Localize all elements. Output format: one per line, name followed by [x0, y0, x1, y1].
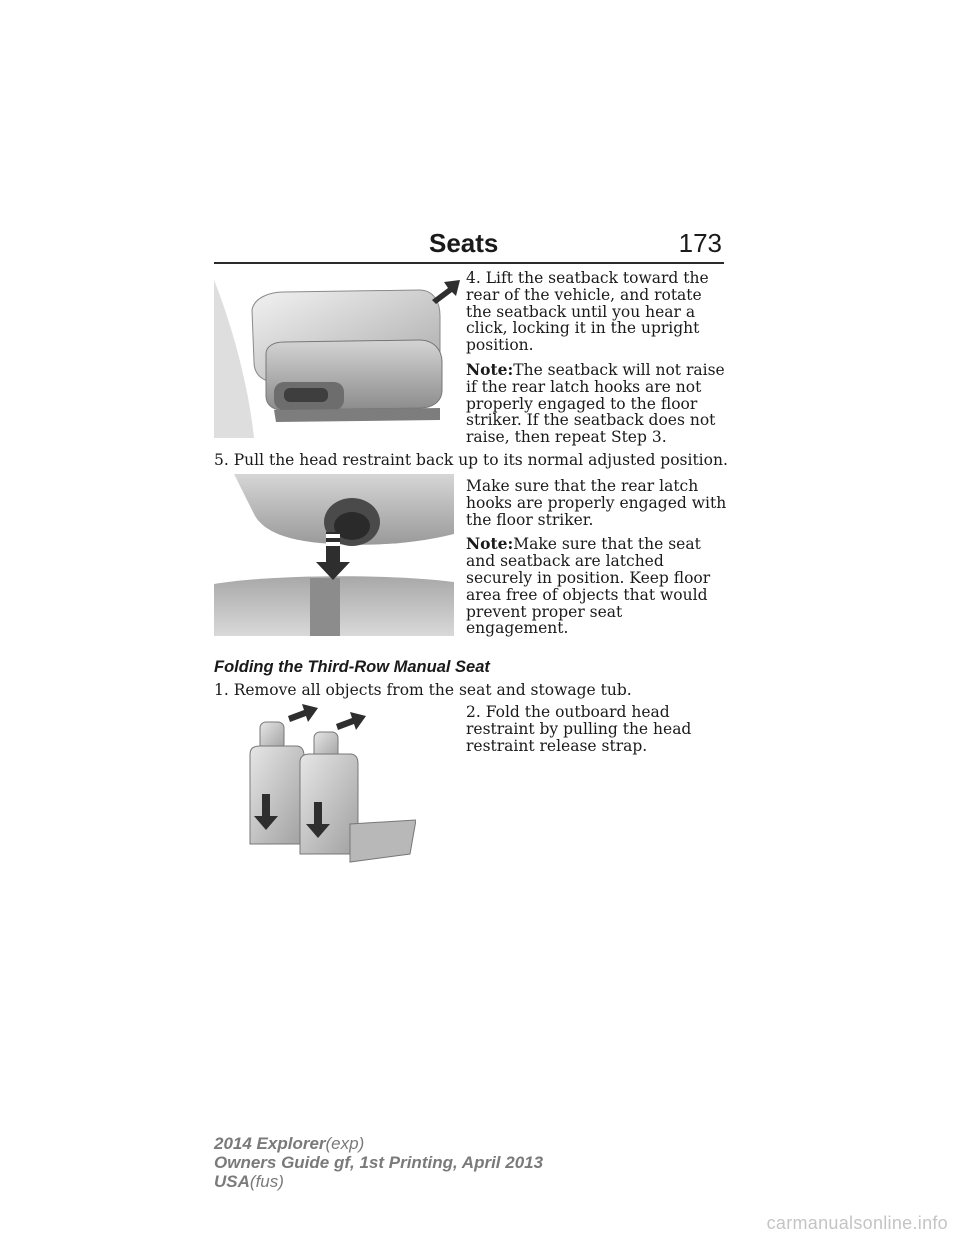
footer-region-code: (fus) [249, 1172, 284, 1191]
folding-step-1-text: 1. Remove all objects from the seat and stowage tub. [214, 681, 632, 699]
step-4-block [466, 270, 728, 454]
footer-region: USA [214, 1172, 250, 1191]
latch-block [466, 478, 728, 645]
latch-text: Make sure that the rear latch hooks are properly engaged with the floor striker. [466, 477, 727, 529]
page-number: 173 [678, 228, 722, 258]
note-label: Note: [466, 534, 514, 554]
section-subheading: Folding the Third-Row Manual Seat [214, 658, 490, 676]
page-header [214, 228, 724, 264]
latch-note [466, 536, 728, 637]
note-text: Make sure that the seat and seatback are latched securely in position. Keep floor area free of objects that would prevent proper seat engagement. [466, 535, 711, 638]
step-4-note [466, 359, 728, 447]
watermark: carmanualsonline.info [766, 1213, 948, 1233]
footer-model: 2014 Explorer [214, 1134, 326, 1153]
footer-line-3 [214, 1172, 543, 1191]
note-label: Note: [466, 359, 514, 379]
step-5-text: 5. Pull the head restraint back up to its normal adjusted position. [214, 451, 728, 469]
footer-line-1 [214, 1134, 543, 1153]
step-4-text: 4. Lift the seatback toward the rear of the vehicle, and rotate the seatback until you hear a click, locking it in the upright position. [466, 269, 709, 355]
footer-line-2: Owners Guide gf, 1st Printing, April 2013 [214, 1153, 544, 1172]
folding-step-2-text: 2. Fold the outboard head restraint by pulling the head restraint release strap. [466, 703, 692, 755]
seatback-lift-illustration [214, 270, 464, 438]
page-footer [214, 1134, 543, 1191]
folding-step-2-block [466, 704, 728, 762]
footer-model-code: (exp) [325, 1134, 365, 1153]
note-text: The seatback will not raise if the rear latch hooks are not properly engaged to the floor striker. If the seatback does not raise, then repeat Step 3. [466, 360, 725, 447]
third-row-fold-illustration [240, 704, 416, 870]
section-title: Seats [429, 228, 499, 258]
latch-engage-illustration [214, 474, 454, 636]
